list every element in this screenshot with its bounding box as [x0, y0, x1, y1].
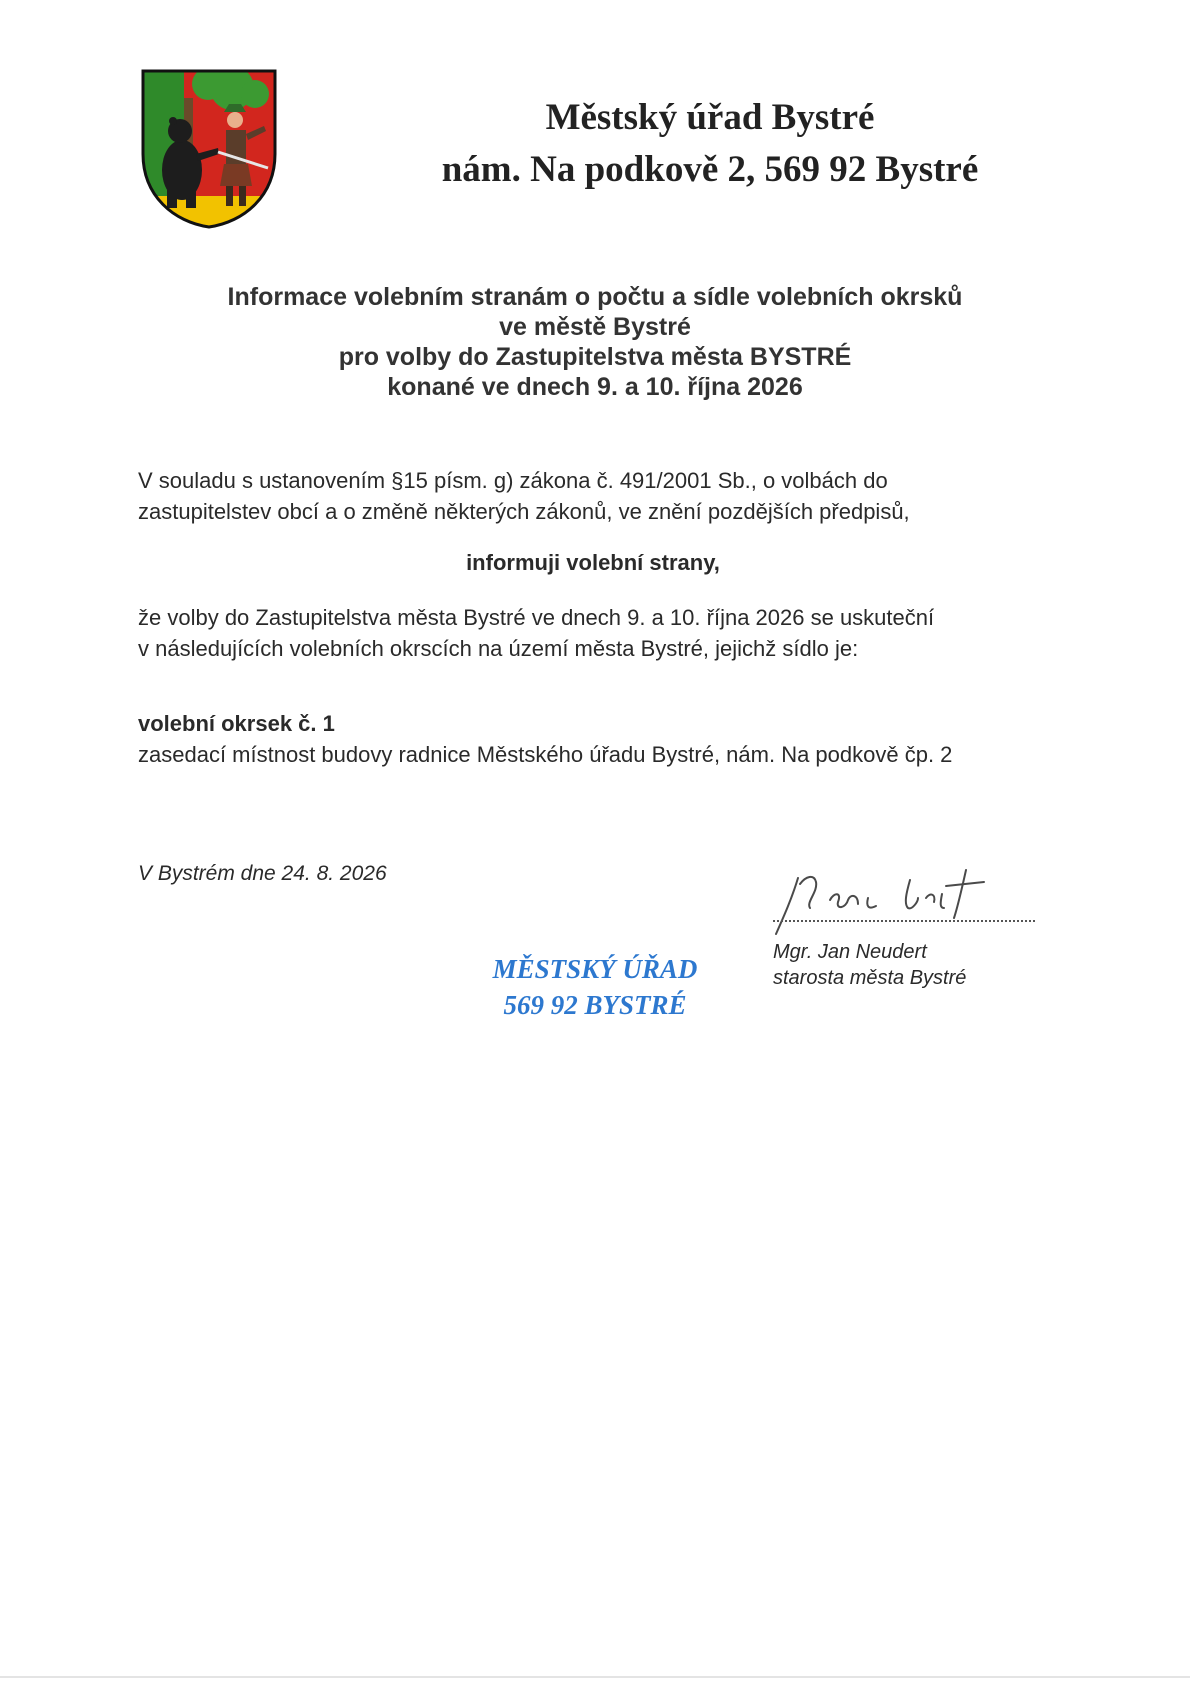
inform-statement: informuji volební strany, — [466, 550, 720, 575]
intro-paragraph — [138, 465, 1068, 527]
office-stamp — [470, 951, 720, 1023]
elections-line-1: že volby do Zastupitelstva města Bystré ve dnech 9. a 10. října 2026 se uskuteční — [138, 605, 935, 630]
signature-line — [773, 920, 1035, 922]
stamp-line-2: 569 92 BYSTRÉ — [503, 990, 687, 1020]
district-label: volební okrsek č. 1 — [138, 711, 335, 736]
office-header — [360, 92, 1060, 196]
title-line-1: Informace volebním stranám o počtu a sídle volebních okrsků — [227, 283, 963, 311]
intro-line-1: V souladu s ustanovením §15 písm. g) zákona č. 491/2001 Sb., o volbách do — [138, 468, 888, 493]
title-line-2: ve městě Bystré — [499, 313, 691, 341]
stamp-line-1: MĚSTSKÝ ÚŘAD — [492, 954, 698, 984]
title-line-3: pro volby do Zastupitelstva města BYSTRÉ — [338, 343, 852, 371]
document-title — [140, 282, 1050, 402]
office-name: Městský úřad Bystré — [545, 97, 875, 138]
title-line-4: konané ve dnech 9. a 10. října 2026 — [387, 373, 803, 401]
signer-role: starosta města Bystré — [773, 967, 967, 989]
intro-line-2: zastupitelstev obcí a o změně některých zákonů, ve znění pozdějších předpisů, — [138, 499, 910, 524]
coat-of-arms-icon — [140, 68, 278, 230]
office-address: nám. Na podkově 2, 569 92 Bystré — [441, 149, 979, 190]
elections-line-2: v následujících volebních okrscích na území města Bystré, jejichž sídlo je: — [138, 636, 859, 661]
elections-paragraph — [138, 602, 1068, 664]
district-address: zasedací místnost budovy radnice Městského úřadu Bystré, nám. Na podkově čp. 2 — [138, 742, 953, 767]
signer-name: Mgr. Jan Neudert — [773, 941, 927, 963]
date-place: V Bystrém dne 24. 8. 2026 — [138, 862, 387, 885]
scan-edge-divider — [0, 1676, 1190, 1678]
signature-icon — [770, 858, 1050, 943]
